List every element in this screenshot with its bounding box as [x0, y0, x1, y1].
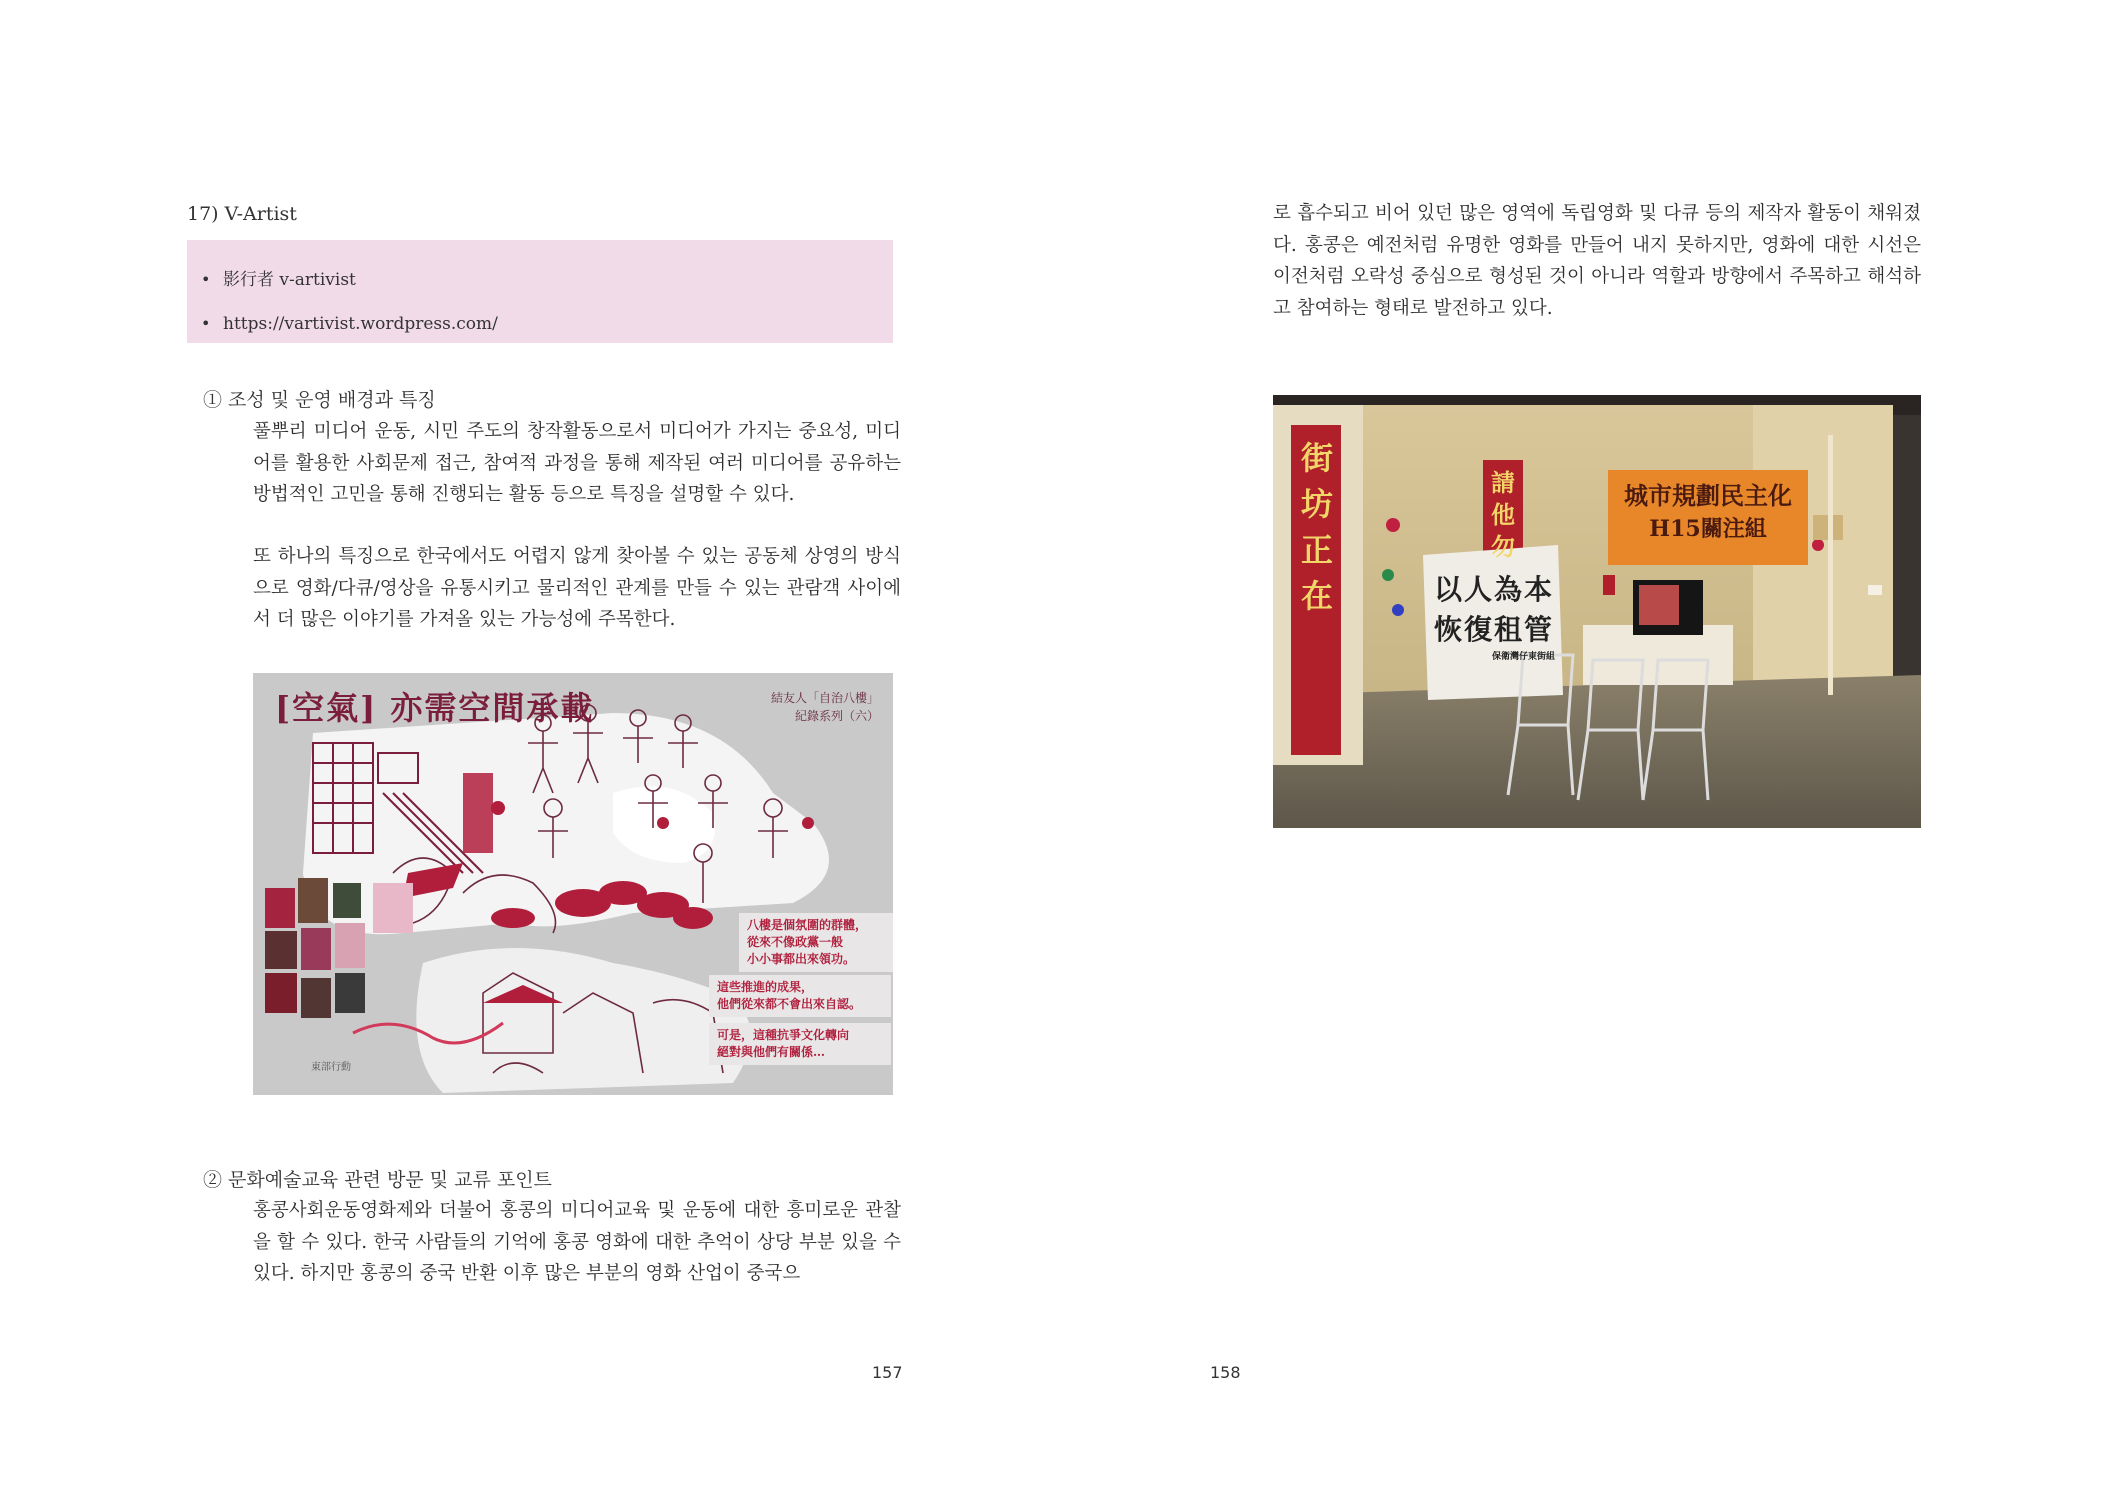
left-page	[0, 0, 1052, 1488]
paragraph-exchange: 홍콩사회운동영화제와 더불어 홍콩의 미디어교육 및 운동에 대한 흥미로운 관찰을 할 수 있다. 한국 사람들의 기억에 홍콩 영화에 대한 추억이 상당 부분 있을 수 있다. 하지만 홍콩의 중국 반환 이후 많은 부분의 영화 산업이 중국으	[253, 1200, 901, 1284]
poster-title: [空氣] 亦需空間承載	[275, 689, 595, 727]
poster-note: 這些推進的成果， 他們從來都不會出來自認。	[709, 975, 891, 1017]
heading-background: ① 조성 및 운영 배경과 특징	[203, 389, 436, 411]
paragraph-continued: 로 흡수되고 비어 있던 많은 영역에 독립영화 및 다큐 등의 제작자 활동이 채워졌다. 홍콩은 예전처럼 유명한 영화를 만들어 내지 못하지만, 영화에 대한 시선은 이전처럼 오락성 중심으로 형성된 것이 아니라 역할과 방향에서 주목하고 해석하고 참여하는 형태로 발전하고 있다.	[1273, 203, 1921, 319]
info-item-label: 影行者 v-artivist	[223, 270, 356, 290]
photo-cloth-small: 保衛灣仔東街組	[1491, 652, 1555, 662]
exhibition-photo	[1273, 395, 1921, 828]
right-page	[1052, 0, 2105, 1488]
page-number: 157	[872, 1363, 903, 1382]
paragraph-features: 풀뿌리 미디어 운동, 시민 주도의 창작활동으로서 미디어가 가지는 중요성, 미디어를 활용한 사회문제 접근, 참여적 과정을 통해 제작된 여러 미디어를 공유하는 방법적인 고민을 통해 진행되는 활동 등으로 특징을 설명할 수 있다.	[253, 421, 901, 505]
poster-note: 八樓是個氛圍的群體， 從來不像政黨一般 小小事都出來領功。	[739, 913, 893, 972]
info-item-url: https://vartivist.wordpress.com/	[223, 314, 498, 334]
info-box	[187, 240, 893, 343]
poster-series	[771, 689, 879, 725]
info-item	[201, 302, 879, 346]
poster-signature: 東部行動	[311, 1062, 351, 1073]
photo-banner-middle: 請他勿	[1491, 468, 1515, 561]
photo-cloth-line: 以人為本	[1433, 573, 1554, 606]
info-item	[201, 258, 879, 302]
photo-banner-orange	[1613, 479, 1803, 545]
photo-cloth-sign	[1433, 570, 1555, 664]
bullet-icon: •	[201, 270, 211, 289]
poster-note: 可是，這種抗爭文化轉向 絕對與他們有關係…	[709, 1023, 891, 1065]
poster-series-line: 結友人「自治八樓」	[770, 691, 879, 705]
photo-banner-orange-line: H15關注組	[1649, 516, 1767, 542]
section-title: 17) V-Artist	[187, 203, 297, 225]
paragraph-screening: 또 하나의 특징으로 한국에서도 어렵지 않게 찾아볼 수 있는 공동체 상영의 방식으로 영화/다큐/영상을 유통시키고 물리적인 관계를 만들 수 있는 관람객 사이에서 더 많은 이야기를 가져올 있는 가능성에 주목한다.	[253, 546, 901, 630]
photo-scene	[1273, 395, 1921, 828]
heading-exchange-points: ② 문화예술교육 관련 방문 및 교류 포인트	[203, 1169, 552, 1191]
photo-banner-left: 街坊正在	[1300, 439, 1333, 615]
illustration-poster	[253, 673, 893, 1095]
photo-banner-orange-line: 城市規劃民主化	[1624, 481, 1792, 510]
photo-cloth-line: 恢復租管	[1433, 613, 1554, 646]
page-number: 158	[1210, 1363, 1241, 1382]
poster-series-line: 紀錄系列（六）	[794, 709, 879, 723]
bullet-icon: •	[201, 314, 211, 333]
